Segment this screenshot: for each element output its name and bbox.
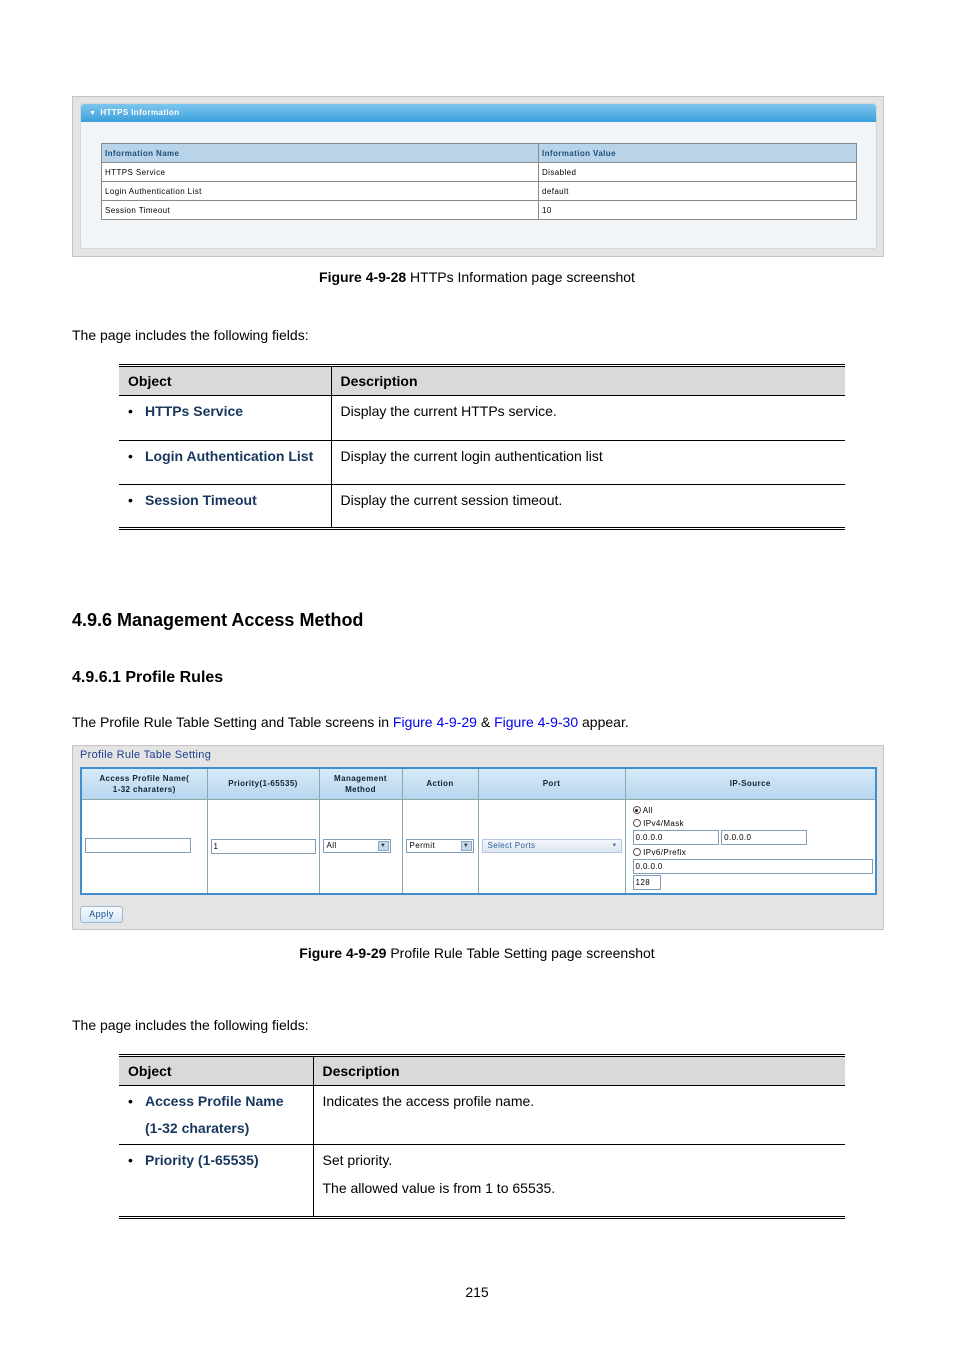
table-row — [119, 396, 845, 441]
table-header-row — [119, 1056, 845, 1086]
column-header: Information Value — [539, 144, 857, 163]
table-row — [119, 485, 845, 529]
description-cell — [313, 1145, 845, 1218]
selected-value: All — [326, 841, 337, 850]
ipv4-fields — [633, 830, 808, 845]
table-header-row — [81, 768, 876, 799]
action-cell — [402, 799, 478, 894]
ipv6-prefix-option[interactable] — [633, 848, 687, 857]
radio-label: All — [642, 805, 653, 815]
figure-link[interactable]: Figure 4-9-30 — [494, 714, 579, 730]
description-cell: Indicates the access profile name. — [313, 1086, 845, 1145]
priority-input[interactable]: 1 — [211, 839, 316, 854]
ipsource-cell — [625, 799, 876, 894]
selected-value: Select Ports — [487, 841, 536, 850]
https-info-table — [101, 143, 857, 220]
select-ports-dropdown[interactable] — [482, 839, 622, 853]
https-information-figure — [72, 96, 884, 257]
object-name: Access Profile Name — [145, 1093, 284, 1109]
ipv6-address-input[interactable]: 0.0.0.0 — [633, 859, 873, 874]
table-header-row — [102, 144, 857, 163]
section-heading: 4.9.6 Management Access Method — [72, 610, 364, 630]
column-header: Description — [313, 1056, 845, 1086]
fields-table-https — [119, 364, 845, 530]
table-row — [102, 163, 857, 182]
header-text: 1-32 charaters) — [112, 784, 176, 794]
object-cell — [119, 441, 331, 485]
info-value: 10 — [539, 201, 857, 220]
caption-label: Figure 4-9-28 — [319, 269, 407, 285]
fields-table-profile — [119, 1054, 845, 1219]
table-row — [102, 201, 857, 220]
column-header-priority: Priority(1-65535) — [207, 768, 319, 799]
intro-paragraph: The page includes the following fields: — [72, 1017, 309, 1033]
object-name: Priority (1-65535) — [145, 1152, 259, 1168]
dropdown-arrow-icon[interactable]: ▼ — [461, 841, 472, 851]
table-row — [119, 441, 845, 485]
description-cell: Display the current HTTPs service. — [331, 396, 845, 441]
ipv6-prefix-input[interactable]: 128 — [633, 875, 661, 890]
name-cell — [81, 799, 207, 894]
column-header: Object — [119, 366, 331, 396]
column-header: Information Name — [102, 144, 539, 163]
paragraph-text: The Profile Rule Table Setting and Table screens in — [72, 714, 393, 730]
object-cell — [119, 1145, 313, 1218]
ipv4-address-input[interactable]: 0.0.0.0 — [633, 830, 719, 845]
ipv4-mask-input[interactable]: 0.0.0.0 — [721, 830, 807, 845]
paragraph-text: appear. — [578, 714, 629, 730]
object-name: Login Authentication List — [145, 448, 314, 464]
priority-cell — [207, 799, 319, 894]
bullet-icon: • — [128, 403, 133, 419]
figure-caption — [0, 269, 954, 285]
ipv4-mask-option[interactable] — [633, 819, 685, 828]
column-header-port: Port — [478, 768, 625, 799]
dropdown-arrow-icon[interactable]: ▼ — [378, 841, 389, 851]
info-name: HTTPS Service — [102, 163, 539, 182]
description-cell: Display the current session timeout. — [331, 485, 845, 529]
info-value: default — [539, 182, 857, 201]
selected-value: Permit — [409, 841, 436, 850]
column-header: Object — [119, 1056, 313, 1086]
apply-button[interactable]: Apply — [80, 906, 123, 923]
method-cell — [319, 799, 402, 894]
object-cell — [119, 1086, 313, 1145]
table-row — [102, 182, 857, 201]
collapse-triangle-icon[interactable]: ▼ — [89, 110, 97, 117]
ipv6-prefix-row — [633, 875, 661, 890]
caption-label: Figure 4-9-29 — [299, 945, 387, 961]
object-cell — [119, 396, 331, 441]
action-select[interactable] — [406, 839, 474, 853]
object-name-line2: (1-32 charaters) — [145, 1120, 250, 1136]
header-text: Method — [345, 784, 376, 794]
panel-title: HTTPS Information — [100, 108, 180, 117]
bullet-icon: • — [128, 1093, 133, 1109]
table-row — [81, 799, 876, 894]
bullet-icon: • — [128, 492, 133, 508]
description-line: Set priority. — [322, 1152, 393, 1168]
caption-text: Profile Rule Table Setting page screenshot — [386, 945, 655, 961]
ipsource-options — [629, 800, 873, 893]
table-row — [119, 1086, 845, 1145]
profile-name-input[interactable] — [85, 838, 191, 853]
header-text: Management — [334, 773, 387, 783]
subsection-heading: 4.9.6.1 Profile Rules — [72, 669, 224, 686]
column-header-name — [81, 768, 207, 799]
info-name: Session Timeout — [102, 201, 539, 220]
object-cell — [119, 485, 331, 529]
radio-label: IPv6/Prefix — [643, 847, 687, 857]
intro-paragraph: The page includes the following fields: — [72, 327, 309, 343]
table-row — [119, 1145, 845, 1218]
management-method-select[interactable] — [323, 839, 391, 853]
figure-caption — [0, 945, 954, 961]
section-paragraph — [72, 714, 629, 730]
ip-all-option[interactable] — [633, 806, 653, 815]
ipv6-address-row — [633, 859, 873, 874]
bullet-icon: • — [128, 1152, 133, 1168]
bullet-icon: • — [128, 448, 133, 464]
info-name: Login Authentication List — [102, 182, 539, 201]
object-name: HTTPs Service — [145, 403, 244, 419]
page-number: 215 — [465, 1284, 489, 1300]
radio-icon[interactable] — [633, 848, 641, 856]
radio-label: IPv4/Mask — [643, 818, 685, 828]
object-name: Session Timeout — [145, 492, 257, 508]
column-header-ipsource: IP-Source — [625, 768, 876, 799]
profile-rule-table — [80, 767, 877, 895]
column-header-action: Action — [402, 768, 478, 799]
figure-link[interactable]: Figure 4-9-29 — [392, 714, 477, 730]
https-information-panel — [80, 103, 877, 249]
column-header: Description — [331, 366, 845, 396]
paragraph-text: & — [476, 714, 495, 730]
radio-selected-icon[interactable] — [633, 806, 641, 814]
header-text: Access Profile Name( — [99, 773, 190, 783]
panel-title: Profile Rule Table Setting — [80, 749, 212, 761]
panel-header[interactable] — [81, 104, 876, 122]
table-header-row — [119, 366, 845, 396]
port-cell — [478, 799, 625, 894]
profile-rule-figure — [72, 745, 884, 930]
caption-text: HTTPs Information page screenshot — [406, 269, 635, 285]
radio-icon[interactable] — [633, 819, 641, 827]
description-line: The allowed value is from 1 to 65535. — [322, 1180, 556, 1196]
description-cell: Display the current login authentication list — [331, 441, 845, 485]
info-value: Disabled — [539, 163, 857, 182]
column-header-method — [319, 768, 402, 799]
chevron-down-icon[interactable]: ▾ — [612, 842, 617, 849]
